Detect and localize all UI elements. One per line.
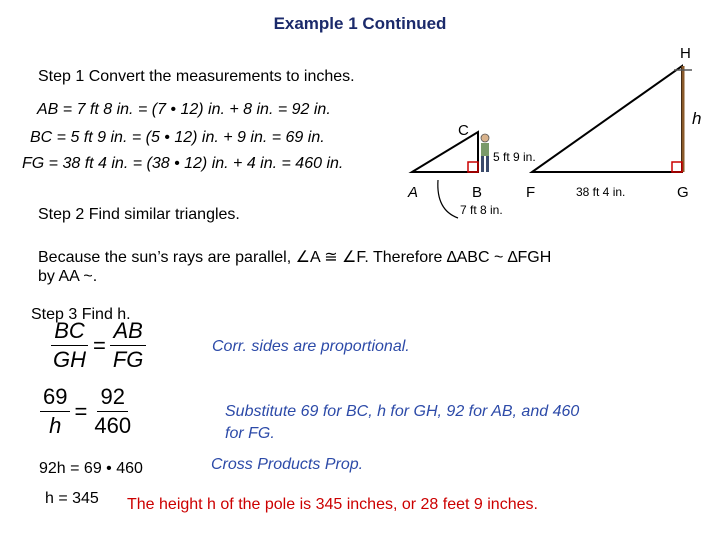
denominator-460: 460 (94, 413, 132, 438)
step1-line-bc: BC = 5 ft 9 in. = (5 • 12) in. + 9 in. = 69 in. (30, 129, 325, 146)
step3-label: Step 3 (31, 306, 78, 323)
cross-product-equation: 92h = 69 • 460 (39, 460, 143, 477)
note-substitute-line1: Substitute 69 for BC, h for GH, 92 for AB, and 460 (225, 403, 580, 420)
step1-heading (38, 68, 355, 86)
result-equation: h = 345 (45, 490, 99, 507)
fraction-ab-fg (110, 318, 147, 373)
denominator-fg: FG (112, 347, 144, 372)
numerator-ab: AB (110, 318, 145, 346)
fraction-69-h (40, 384, 70, 439)
step1-line-fg: FG = 38 ft 4 in. = (38 • 12) in. + 4 in. = 460 in. (22, 155, 344, 172)
step1-line-ab: AB = 7 ft 8 in. = (7 • 12) in. + 8 in. = 92 in. (37, 101, 331, 118)
fraction-92-460 (91, 384, 134, 439)
label-f: F (526, 184, 536, 201)
conclusion-text: The height h of the pole is 345 inches, or 28 feet 9 inches. (127, 496, 538, 513)
numerator-69: 69 (40, 384, 70, 412)
numerator-bc: BC (51, 318, 88, 346)
proportion-2 (40, 384, 134, 439)
numerator-92: 92 (97, 384, 127, 412)
note-cross-products: Cross Products Prop. (211, 456, 364, 473)
step2-text: Find similar triangles. (84, 206, 240, 223)
label-h-height: h (692, 109, 702, 128)
label-a: A (408, 184, 419, 201)
step2-heading (38, 206, 240, 224)
right-angle-b (468, 162, 478, 172)
right-angle-g (672, 162, 682, 172)
note-substitute-line2: for FG. (225, 425, 275, 442)
label-h-vertex: H (680, 45, 691, 62)
fraction-bc-gh (50, 318, 89, 373)
denominator-gh: GH (53, 347, 86, 372)
person-icon (481, 134, 489, 172)
step1-text: Convert the measurements to inches. (84, 68, 355, 85)
triangles-figure (400, 40, 720, 230)
step3-text: Find h. (77, 306, 131, 323)
label-b: B (472, 184, 483, 201)
step2-line1: Because the sun’s rays are parallel, ∠A ≅ ∠F. Therefore ∆ABC ~ ∆FGH (38, 249, 552, 266)
label-bc-length: 5 ft 9 in. (493, 150, 536, 164)
step2-label: Step 2 (38, 206, 85, 223)
note-proportional: Corr. sides are proportional. (212, 338, 410, 355)
label-fg-length: 38 ft 4 in. (576, 185, 626, 199)
proportion-1 (50, 318, 146, 373)
equals-sign: = (74, 398, 88, 424)
triangle-fgh (532, 66, 682, 172)
page-title: Example 1 Continued (273, 14, 447, 33)
step2-line2: by AA ~. (38, 268, 98, 285)
label-ab-length: 7 ft 8 in. (460, 203, 503, 217)
denominator-h: h (49, 413, 62, 438)
label-c: C (458, 122, 469, 139)
ab-brace (438, 180, 458, 218)
step1-label: Step 1 (38, 68, 85, 85)
label-g: G (677, 184, 689, 201)
equals-sign: = (93, 332, 106, 358)
